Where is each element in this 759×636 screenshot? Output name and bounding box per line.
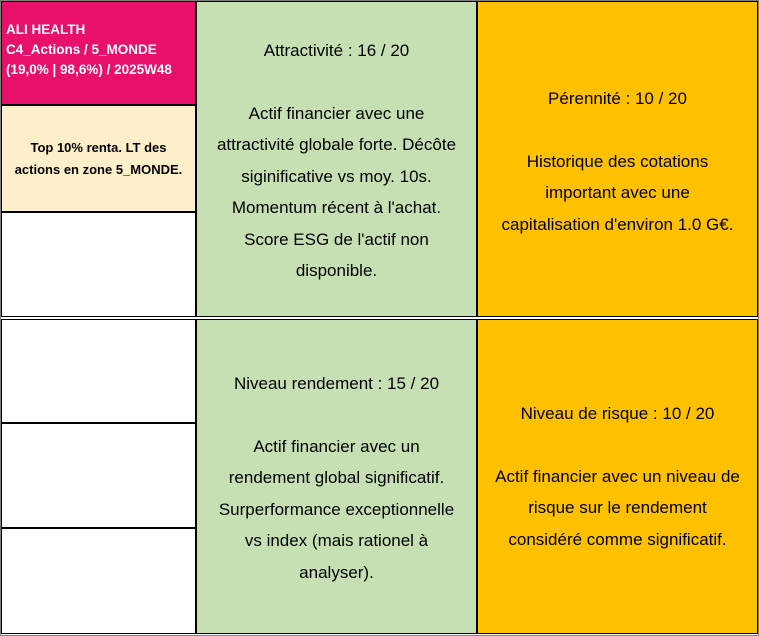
empty-cell bbox=[1, 212, 196, 317]
description-line: Actif financier avec un bbox=[253, 436, 420, 456]
description-line: rendement global significatif. bbox=[228, 468, 445, 487]
description-line: Actif financier avec un niveau de bbox=[495, 466, 740, 486]
summary-text: Top 10% renta. LT des actions en zone 5_MONDE. bbox=[14, 139, 183, 177]
description-line: risque sur le rendement bbox=[528, 498, 707, 517]
description-line: Momentum récent à l'achat. bbox=[231, 198, 442, 217]
rendement-description bbox=[219, 431, 454, 589]
perennite-panel bbox=[477, 1, 758, 317]
description-line: Historique des cotations bbox=[526, 151, 709, 171]
attractivite-title: Attractivité : 16 / 20 bbox=[263, 41, 410, 60]
description-line: attractivité globale forte. Décôte bbox=[216, 135, 457, 154]
description-line: vs index (mais rationel à bbox=[244, 531, 429, 550]
asset-header bbox=[1, 1, 196, 105]
description-line: considéré comme significatif. bbox=[508, 529, 727, 549]
risque-description bbox=[495, 461, 740, 556]
attractivite-description bbox=[217, 98, 456, 287]
asset-stats: (19,0% | 98,6%) / 2025W48 bbox=[6, 62, 172, 77]
description-line: important avec une bbox=[545, 183, 690, 202]
attractivite-panel bbox=[196, 1, 477, 317]
description-line: Surperformance exceptionnelle bbox=[218, 499, 455, 519]
empty-cell bbox=[1, 528, 196, 634]
empty-cell bbox=[1, 423, 196, 528]
perennite-title: Pérennité : 10 / 20 bbox=[548, 89, 687, 108]
description-line: Score ESG de l'actif non bbox=[244, 229, 429, 249]
description-line: analyser). bbox=[299, 562, 374, 582]
rendement-title: Niveau rendement : 15 / 20 bbox=[233, 374, 440, 393]
risque-title: Niveau de risque : 10 / 20 bbox=[520, 404, 715, 423]
empty-cell bbox=[1, 319, 196, 423]
asset-category: C4_Actions / 5_MONDE bbox=[6, 42, 157, 57]
rendement-panel bbox=[196, 319, 477, 634]
asset-name: ALI HEALTH bbox=[6, 22, 86, 37]
summary-box bbox=[1, 105, 196, 212]
description-line: siginificative vs moy. 10s. bbox=[241, 166, 432, 186]
risque-panel bbox=[477, 319, 758, 634]
perennite-description bbox=[502, 146, 734, 241]
description-line: disponible. bbox=[295, 261, 378, 280]
description-line: Actif financier avec une bbox=[248, 103, 425, 123]
description-line: capitalisation d'environ 1.0 G€. bbox=[501, 214, 734, 234]
